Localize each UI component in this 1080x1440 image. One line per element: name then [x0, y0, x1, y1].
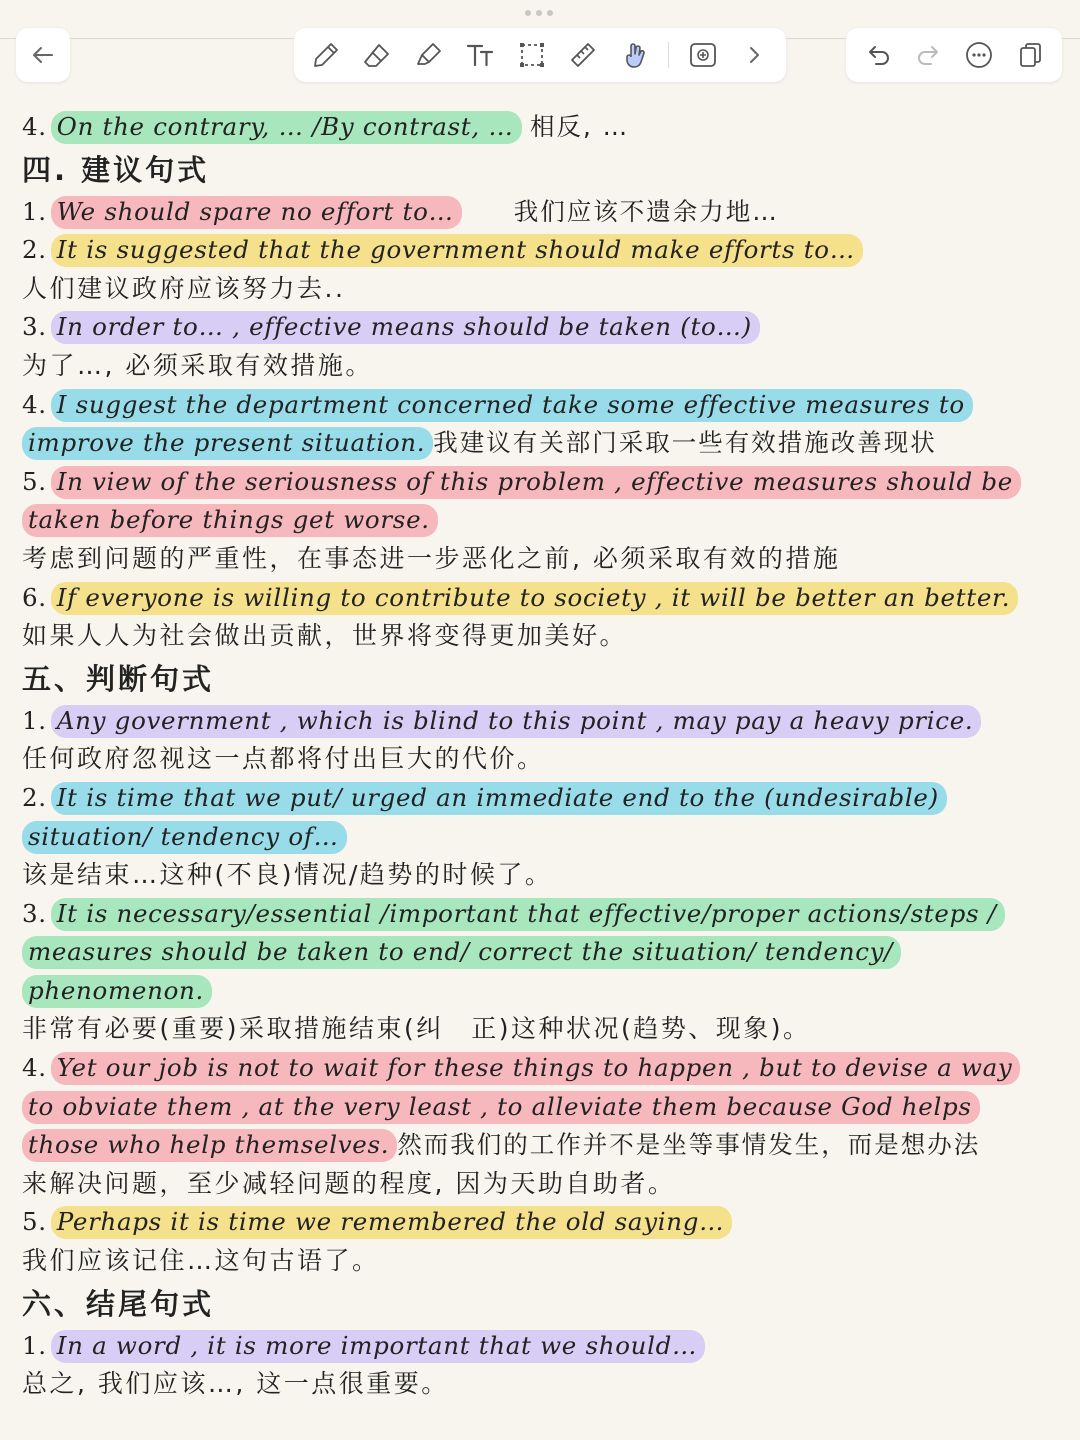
- note-line: [22, 463, 1062, 502]
- item-number: 1.: [22, 705, 47, 735]
- window-grabber[interactable]: [525, 10, 553, 16]
- highlighted-phrase: improve the present situation.: [22, 427, 433, 460]
- note-line: [22, 779, 1062, 818]
- highlighted-phrase: It is time that we put/ urged an immediate end to the (undesirable): [51, 782, 947, 815]
- item-number: 4.: [22, 1053, 47, 1083]
- item-number: 6.: [22, 582, 47, 612]
- highlighted-phrase: It is necessary/essential /important that effective/proper actions/steps /: [51, 898, 1005, 931]
- highlighted-phrase: I suggest the department concerned take some effective measures to: [51, 389, 973, 422]
- translation-line: 我们应该记住…这句古语了。: [22, 1246, 380, 1276]
- highlighted-phrase: taken before things get worse.: [22, 504, 438, 537]
- item-number: 2.: [22, 235, 47, 265]
- item-number: 4.: [22, 112, 47, 141]
- translation-text: 然而我们的工作并不是坐等事情发生，而是想办法: [397, 1130, 981, 1160]
- translation-text: 我建议有关部门采取一些有效措施改善现状: [433, 428, 937, 458]
- note-line: [22, 501, 1062, 540]
- note-line: [22, 193, 1062, 232]
- note-line: [22, 818, 1062, 857]
- back-button[interactable]: [16, 28, 70, 82]
- translation-line: 任何政府忽视这一点都将付出巨大的代价。: [22, 744, 545, 774]
- text-tool-icon[interactable]: [462, 37, 498, 73]
- note-line: [22, 231, 1062, 270]
- note-line: [22, 895, 1062, 934]
- highlighted-phrase: measures should be taken to end/ correct the situation/ tendency/: [22, 936, 901, 969]
- translation-line: 总之, 我们应该…, 这一点很重要。: [22, 1369, 449, 1399]
- note-line: [22, 386, 1062, 425]
- translation-line: 非常有必要(重要)采取措施结束(纠 正)这种状况(趋势、现象)。: [22, 1014, 811, 1044]
- handwritten-notes-page[interactable]: [22, 108, 1062, 1404]
- back-arrow-icon: [25, 37, 61, 73]
- note-line: [22, 1203, 1062, 1242]
- highlighter-icon[interactable]: [411, 37, 447, 73]
- highlighted-phrase: situation/ tendency of…: [22, 821, 347, 854]
- translation-text: 相反, …: [530, 112, 630, 141]
- item-number: 3.: [22, 312, 47, 342]
- item-number: 4.: [22, 389, 47, 419]
- translation-line: 人们建议政府应该努力去..: [22, 273, 346, 303]
- translation-line: 该是结束…这种(不良)情况/趋势的时候了。: [22, 860, 553, 890]
- note-line: [22, 1126, 1062, 1165]
- lasso-select-icon[interactable]: [514, 37, 550, 73]
- image-insert-icon[interactable]: [685, 37, 721, 73]
- note-line: [22, 702, 1062, 741]
- more-icon[interactable]: [961, 37, 997, 73]
- highlighted-phrase: In a word , it is more important that we should…: [51, 1330, 705, 1363]
- note-line: [22, 108, 1062, 147]
- translation-line: 来解决问题，至少减轻问题的程度, 因为天助自助者。: [22, 1168, 676, 1198]
- translation-line: 为了…, 必须采取有效措施。: [22, 350, 373, 380]
- highlighted-phrase: In order to… , effective means should be taken (to…): [51, 311, 760, 344]
- highlighted-phrase: We should spare no effort to…: [51, 196, 462, 229]
- chevron-right-icon[interactable]: [736, 37, 772, 73]
- undo-icon[interactable]: [860, 37, 896, 73]
- note-line: [22, 424, 1062, 463]
- note-line: [22, 1088, 1062, 1127]
- tool-palette: [294, 28, 786, 82]
- highlighted-phrase: Yet our job is not to wait for these things to happen , but to devise a way: [51, 1052, 1021, 1085]
- notes-app-toolbar: [0, 0, 1080, 100]
- section-heading: 六、结尾句式: [22, 1286, 215, 1321]
- item-number: 1.: [22, 196, 47, 226]
- note-line: [22, 1049, 1062, 1088]
- ruler-icon[interactable]: [565, 37, 601, 73]
- note-line: [22, 972, 1062, 1011]
- action-bar: [846, 28, 1062, 82]
- toolbar-separator: [668, 42, 669, 68]
- note-line: [22, 579, 1062, 618]
- highlighted-phrase: to obviate them , at the very least , to alleviate them because God helps: [22, 1091, 980, 1124]
- highlighted-phrase: It is suggested that the government should make efforts to…: [51, 234, 863, 267]
- redo-icon[interactable]: [911, 37, 947, 73]
- translation-text: 我们应该不遗余力地…: [513, 196, 779, 226]
- item-number: 1.: [22, 1330, 47, 1360]
- pen-icon[interactable]: [308, 37, 344, 73]
- item-number: 5.: [22, 1207, 47, 1237]
- eraser-icon[interactable]: [359, 37, 395, 73]
- highlighted-phrase: If everyone is willing to contribute to society , it will be better an better.: [51, 582, 1018, 615]
- pages-icon[interactable]: [1012, 37, 1048, 73]
- section-heading: 五、判断句式: [22, 661, 215, 696]
- translation-line: 考虑到问题的严重性，在事态进一步恶化之前, 必须采取有效的措施: [22, 543, 841, 573]
- section-heading: 四. 建议句式: [22, 152, 210, 187]
- highlighted-phrase: On the contrary, … /By contrast, …: [51, 111, 522, 144]
- item-number: 2.: [22, 782, 47, 812]
- note-line: [22, 933, 1062, 972]
- highlighted-phrase: phenomenon.: [22, 975, 212, 1008]
- hand-pointer-icon[interactable]: [617, 37, 653, 73]
- highlighted-phrase: those who help themselves.: [22, 1129, 397, 1162]
- translation-line: 如果人人为社会做出贡献，世界将变得更加美好。: [22, 621, 628, 651]
- item-number: 5.: [22, 466, 47, 496]
- note-line: [22, 308, 1062, 347]
- highlighted-phrase: Perhaps it is time we remembered the old saying…: [51, 1206, 733, 1239]
- item-number: 3.: [22, 898, 47, 928]
- highlighted-phrase: In view of the seriousness of this problem , effective measures should be: [51, 466, 1021, 499]
- highlighted-phrase: Any government , which is blind to this point , may pay a heavy price.: [51, 705, 982, 738]
- note-line: [22, 1327, 1062, 1366]
